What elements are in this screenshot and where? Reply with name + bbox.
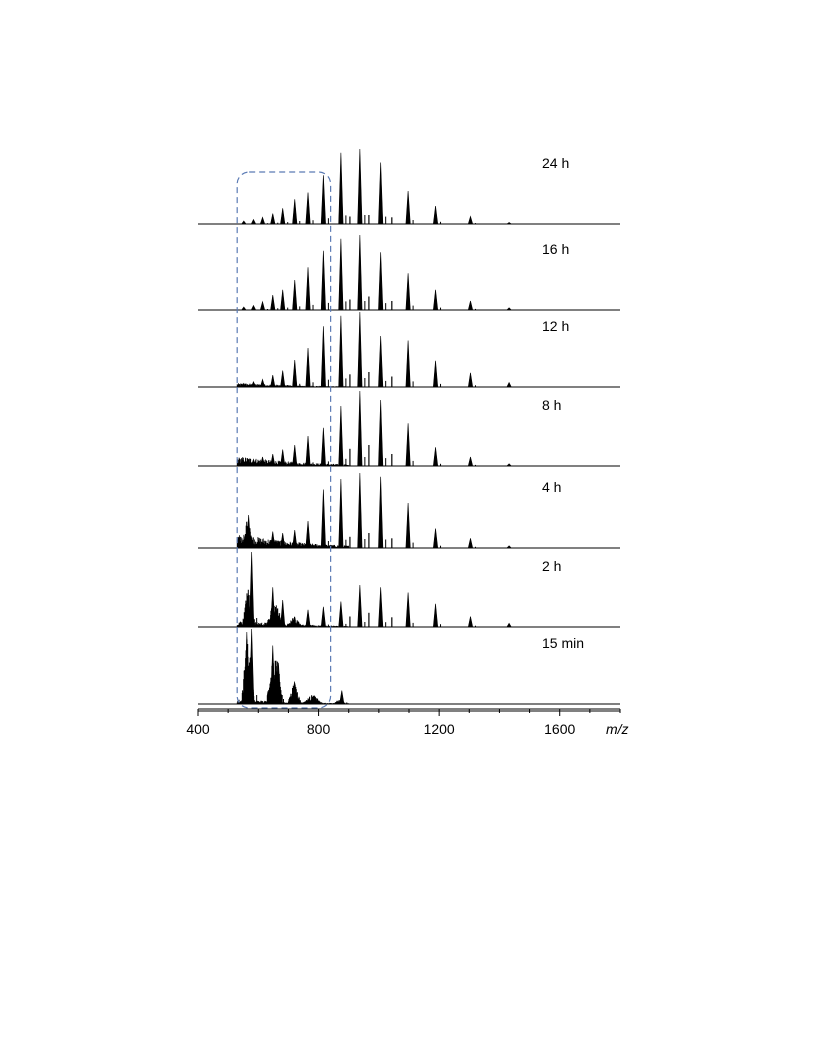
series-label: 2 h (542, 558, 562, 574)
spectrum-peak (306, 267, 310, 310)
spectrum-peak (271, 214, 275, 225)
spectrum-peak (433, 290, 437, 310)
spectrum-peak (339, 153, 343, 224)
spectrum-peak (321, 326, 325, 387)
spectrum-peak (406, 593, 410, 628)
series-label: 15 min (542, 635, 585, 651)
spectrum-peak (306, 436, 310, 466)
spectrum-peak (507, 464, 511, 466)
spectrum-peak (281, 450, 285, 467)
spectrum-peak (321, 607, 325, 627)
spectrum-peak (306, 193, 310, 225)
spectrum-peak (433, 529, 437, 549)
spectra-traces (198, 149, 620, 704)
spectrum-peak (358, 149, 362, 224)
spectrum-peak (358, 312, 362, 387)
peak-cluster (288, 617, 302, 627)
spectrum-peak (260, 302, 264, 310)
spectrum-peak (468, 301, 472, 310)
spectrum-peak (293, 360, 297, 387)
series-labels (542, 155, 584, 651)
spectrum-peak (260, 380, 264, 388)
spectrum-peak (271, 295, 275, 310)
spectrum-peak (468, 617, 472, 628)
spectrum-peak (321, 175, 325, 224)
spectrum-peak (293, 445, 297, 466)
spectrum-peak (340, 691, 344, 705)
spectrum-peak (507, 623, 511, 627)
spectrum-peak (433, 604, 437, 627)
spectrum-peak (378, 587, 382, 627)
x-tick-label: 800 (306, 721, 331, 737)
spectrum-peak (339, 406, 343, 466)
spectrum-peak (507, 546, 511, 548)
spectrum-peak (468, 538, 472, 548)
spectrum-peak (406, 191, 410, 224)
spectrum-peak (378, 336, 382, 387)
spectrum-peak (507, 383, 511, 388)
spectrum-peak (378, 477, 382, 548)
spectrum-peak (293, 199, 297, 224)
spectrum-peak (306, 521, 310, 548)
spectrum-peak (242, 307, 246, 310)
spectrum-peak (321, 251, 325, 310)
spectrum-peak (242, 221, 246, 224)
spectrum-peak (378, 252, 382, 310)
spectrum-peak (468, 373, 472, 387)
spectrum-peak (281, 208, 285, 224)
spectrum-peak (293, 280, 297, 310)
spectrum-peak (293, 530, 297, 548)
spectrum-peak (251, 220, 255, 225)
spectrum-peak (358, 473, 362, 548)
series-label: 24 h (542, 155, 570, 171)
x-tick-label: 1600 (544, 721, 576, 737)
series-label: 12 h (542, 318, 570, 334)
x-tick-label: 1200 (423, 721, 455, 737)
spectrum-peak (507, 223, 511, 225)
spectrum-peak (358, 585, 362, 627)
spectrum-peak (406, 341, 410, 388)
series-label: 4 h (542, 479, 562, 495)
spectrum-peak (339, 602, 343, 628)
series-label: 8 h (542, 397, 562, 413)
x-axis-ticks (198, 709, 620, 716)
spectrum-peak (433, 206, 437, 224)
peak-cluster (304, 695, 322, 704)
spectrum-peak (433, 361, 437, 387)
spectrum-peak (468, 457, 472, 466)
spectrum-peak (339, 316, 343, 387)
spectrum-peak (271, 646, 275, 705)
spectrum-peak (339, 479, 343, 548)
x-axis-label: m/z (606, 721, 629, 737)
spectrum-peak (339, 239, 343, 310)
spectrum-peak (281, 371, 285, 388)
spectrum-peak (251, 306, 255, 311)
spectrum-peak (358, 391, 362, 466)
x-tick-label: 400 (186, 721, 210, 737)
spectrum-peak (358, 235, 362, 310)
x-axis-tick-labels (186, 721, 575, 737)
spectrum-peak (321, 428, 325, 466)
spectrum-peak (271, 375, 275, 387)
spectrum-peak (378, 400, 382, 466)
spectrum-peak (281, 290, 285, 310)
x-axis (186, 709, 628, 737)
spectrum-peak (406, 273, 410, 310)
spectrum-peak (260, 217, 264, 224)
spectrum-peak (378, 163, 382, 225)
spectrum-peak (281, 600, 285, 627)
spectrum-peak (433, 447, 437, 466)
highlight-region-box (237, 172, 330, 708)
spectrum-peak (321, 490, 325, 549)
spectrum-peak (406, 423, 410, 466)
spectrum-peak (306, 610, 310, 627)
spectrum-peak (406, 503, 410, 548)
spectrum-peak (468, 217, 472, 225)
series-label: 16 h (542, 241, 570, 257)
spectrum-peak (271, 454, 275, 466)
spectrum-peak (306, 348, 310, 387)
spectrum-peak (271, 532, 275, 549)
spectrum-peak (507, 308, 511, 310)
spectrum-peak (249, 552, 253, 627)
